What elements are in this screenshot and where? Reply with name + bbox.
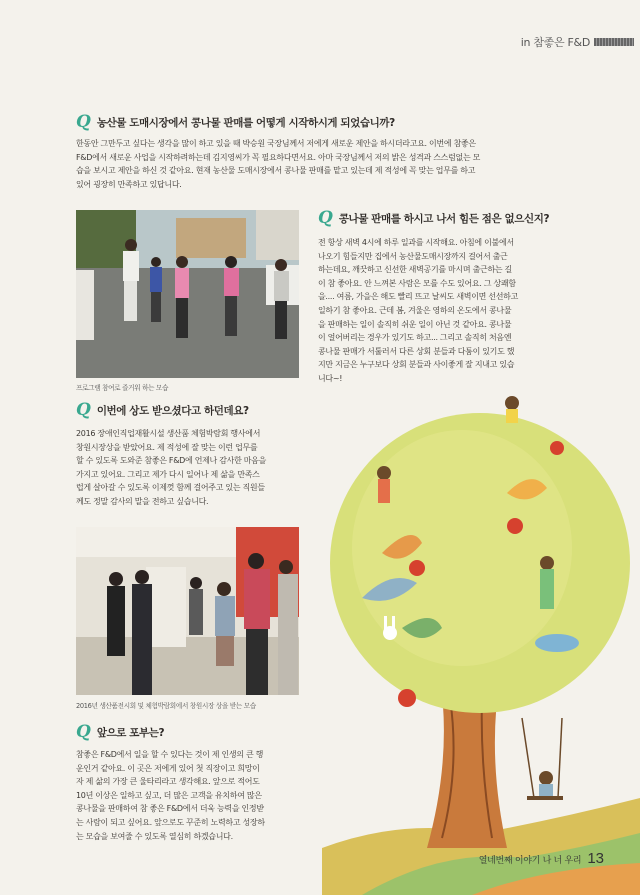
answer-line: 습을 보시고 제안을 하신 것 같아요. 현재 농산물 도매시장에서 콩나물 판매를 맡고 있는데 제 적성에 꼭 맞는 업무를 하고	[76, 166, 476, 176]
answer-line: 을.... 여름, 가을은 해도 빨리 뜨고 날씨도 새벽이면 선선하고	[318, 292, 519, 302]
answer-line: 한동안 그만두고 싶다는 생각을 많이 하고 있을 때 박승원 국장님께서 저에게 새로운 제안을 하시더라고요. 이번에 참좋은	[76, 139, 476, 148]
q-mark-icon: Q	[76, 400, 91, 420]
photo-caption: 2016년 생산품전시회 및 체험박람회에서 창원시장 상을 받는 모습	[76, 702, 256, 710]
answer-line: 자 제 삶의 가장 큰 울타리라고 생각해요. 앞으로 적어도	[76, 777, 260, 787]
question-text: 이번에 상도 받으셨다고 하던데요?	[96, 405, 249, 417]
question-text: 앞으로 포부는?	[96, 727, 165, 739]
answer-line: 이 참 좋아요. 안 느껴본 사람은 모를 수도 있어요. 그 상쾌함	[318, 278, 516, 288]
section-header	[521, 34, 634, 50]
answer-line: 을 판매하는 일이 솔직히 쉬운 일이 아닌 것 같아요. 콩나물	[318, 319, 512, 329]
answer-line: 2016 장애인직업재활시설 생산품 체험박람회 행사에서	[76, 429, 261, 438]
photo-group-walk	[76, 210, 299, 378]
answer-line: 일하기 참 좋아요. 근데 봄, 겨울은 영하의 온도에서 콩나물	[318, 305, 512, 315]
q-mark-icon: Q	[76, 722, 91, 742]
answer-line: 나오기 힘들지만 집에서 농산물도매시장까지 걸어서 출근	[318, 251, 508, 261]
page-number: 13	[587, 850, 604, 867]
q-mark-icon: Q	[318, 208, 333, 228]
answer-line: 운인거 같아요. 이 곳은 저에게 있어 첫 직장이고 희망이	[76, 763, 260, 773]
answer-line: F&D에서 새로운 사업을 시작하려하는데 김지영씨가 꼭 필요하다면서요. 아마 국장님께서 저의 밝은 성격과 스스럼없는 모	[76, 152, 481, 162]
photo-award-ceremony	[76, 527, 299, 695]
question-heading	[318, 210, 549, 227]
answer-line: 럽게 살아갈 수 있도록 이제껏 함께 걸어주고 있는 직원들	[76, 483, 265, 493]
answer-line: 지만 지금은 누구보다 상회 분들과 사이좋게 잘 지내고 있습	[318, 360, 515, 370]
answer-line: 이 얼어버리는 경우가 있기도 하고... 그리고 솔직히 처음엔	[318, 333, 512, 343]
answer-line: 는 모습을 보여줄 수 있도록 열심히 하겠습니다.	[76, 831, 233, 841]
header-rule	[594, 38, 634, 46]
photo-award-image	[76, 527, 299, 695]
answer-line: 는 사람이 되고 싶어요. 앞으로도 꾸준히 노력하고 성장하	[76, 817, 265, 827]
answer-line: 창원시장상을 받았어요. 제 적성에 잘 맞는 이런 업무를	[76, 442, 258, 452]
question-text: 콩나물 판매를 하시고 나서 힘든 점은 없으신지?	[338, 213, 550, 225]
answer-line: 전 항상 새벽 4시에 하루 일과를 시작해요. 아침에 이불에서	[318, 238, 514, 247]
section-tag-label: in 참좋은 F&D	[520, 36, 590, 49]
photo-caption: 프로그램 참여로 즐거워 하는 모습	[76, 384, 169, 392]
answer-paragraph	[76, 748, 304, 843]
page-footer	[479, 850, 604, 867]
answer-line: 하는데요, 깨끗하고 신선한 새벽공기를 마시며 출근하는 길	[318, 265, 512, 275]
tree-illustration	[322, 378, 640, 895]
answer-line: 콩나물을 판매하여 참 좋은 F&D에서 더욱 능력을 인정받	[76, 804, 264, 814]
answer-line: 콩나물 판매가 서툴러서 다른 상회 분들과 다툼이 있기도 했	[318, 346, 515, 356]
answer-paragraph	[76, 137, 560, 191]
answer-line: 10년 이상은 일하고 싶고, 더 많은 고객을 유치하여 많은	[76, 790, 262, 800]
answer-line: 참좋은 F&D에서 일을 할 수 있다는 것이 제 인생의 큰 행	[76, 750, 264, 759]
answer-line: 있어 굉장히 만족하고 있답니다.	[76, 179, 182, 189]
series-title: 열네번째 이야기 나 너 우리	[478, 856, 582, 866]
question-heading	[76, 402, 249, 419]
answer-line: 가지고 있어요. 그리고 제가 다시 일어나 제 삶을 만족스	[76, 469, 260, 479]
answer-paragraph	[76, 427, 308, 509]
photo-walk-image	[76, 210, 299, 378]
question-heading	[76, 114, 395, 131]
q-mark-icon: Q	[76, 112, 91, 132]
answer-line: 께도 정말 감사의 말을 전하고 싶습니다.	[76, 496, 209, 506]
answer-line: 니다~!	[318, 373, 343, 383]
answer-line: 할 수 있도록 도와준 참좋은 F&D에 언제나 감사한 마음을	[76, 456, 267, 466]
answer-paragraph	[318, 236, 558, 386]
question-heading	[76, 724, 164, 741]
tree-illustration-art	[322, 378, 640, 895]
question-text: 농산물 도매시장에서 콩나물 판매를 어떻게 시작하시게 되었습니까?	[96, 117, 395, 129]
